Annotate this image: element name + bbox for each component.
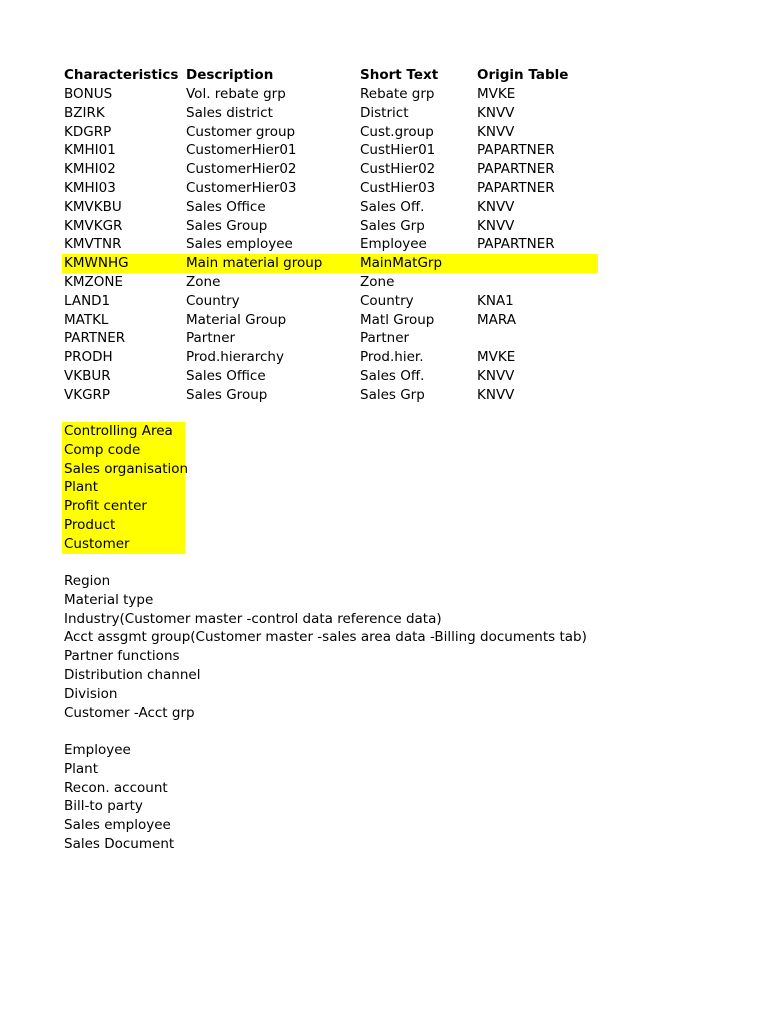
table-row [62,179,598,198]
list-item[interactable]: Employee [64,742,131,758]
cell-short-text[interactable]: Country [360,292,414,309]
cell-description[interactable]: Sales district [186,104,273,121]
table-row [62,123,598,142]
cell-characteristic[interactable]: KMHI03 [64,180,116,196]
header-short-text[interactable]: Short Text [360,67,439,83]
header-description[interactable]: Description [186,67,274,83]
table-row [62,160,598,179]
cell-characteristic[interactable]: VKGRP [64,386,111,403]
cell-short-text[interactable]: Sales Grp [360,217,425,234]
cell-description[interactable]: Partner [186,330,236,347]
cell-characteristic[interactable]: KMVTNR [64,236,122,253]
table-row [62,273,598,292]
cell-origin-table[interactable]: MARA [477,311,516,328]
cell-characteristic[interactable]: KMHI02 [64,161,116,178]
cell-description[interactable]: Main material group [186,255,323,272]
cell-characteristic[interactable]: PARTNER [64,330,126,347]
cell-characteristic[interactable]: LAND1 [64,292,111,309]
cell-short-text[interactable]: Zone [360,274,395,290]
cell-origin-table[interactable]: KNVV [477,217,515,234]
table-row [62,386,598,405]
table-row [62,311,598,330]
cell-description[interactable]: Sales Group [186,217,268,234]
cell-origin-table[interactable]: KNVV [477,123,515,140]
list-item[interactable]: Sales organisation [64,460,189,477]
list-item[interactable]: Customer -Acct grp [64,704,195,721]
cell-short-text[interactable]: Rebate grp [360,86,435,102]
list-item[interactable]: Controlling Area [62,422,185,441]
cell-origin-table[interactable]: KNVV [477,198,515,215]
header-origin-table[interactable]: Origin Table [477,67,569,83]
cell-characteristic[interactable]: KMVKBU [64,198,122,215]
list-item[interactable]: Material type [64,591,154,608]
table-row [62,292,598,311]
table-row [62,104,598,123]
cell-short-text[interactable]: Employee [360,236,427,253]
cell-description[interactable]: Customer group [186,123,296,140]
cell-origin-table[interactable]: PAPARTNER [477,236,555,253]
list-item[interactable]: Division [64,685,118,702]
list-item[interactable]: Sales employee [64,817,171,834]
cell-description[interactable]: Sales Group [186,386,268,403]
cell-short-text[interactable]: CustHier03 [360,180,436,196]
cell-characteristic[interactable]: KDGRP [64,123,112,140]
list-item[interactable]: Recon. account [64,779,168,796]
cell-origin-table[interactable]: KNA1 [477,292,514,309]
list-item[interactable]: Product [62,516,185,535]
list-item[interactable]: Sales Document [64,836,175,852]
cell-description[interactable]: Sales employee [186,236,293,253]
cell-description[interactable]: CustomerHier02 [186,161,297,178]
cell-short-text[interactable]: Partner [360,330,410,347]
cell-short-text[interactable]: Sales Off. [360,368,425,384]
table-row [62,367,598,386]
cell-description[interactable]: Sales Office [186,368,266,384]
cell-description[interactable]: CustomerHier01 [186,142,297,159]
cell-characteristic[interactable]: PRODH [64,349,113,366]
cell-characteristic[interactable]: KMVKGR [64,217,123,234]
list-item[interactable]: Partner functions [64,648,180,665]
cell-characteristic[interactable]: MATKL [64,311,109,328]
cell-origin-table[interactable]: KNVV [477,368,515,384]
cell-description[interactable]: CustomerHier03 [186,180,297,196]
header-characteristics[interactable]: Characteristics [64,67,179,83]
cell-description[interactable]: Zone [186,274,221,290]
cell-short-text[interactable]: District [360,104,409,121]
cell-origin-table[interactable]: PAPARTNER [477,161,555,178]
list-item[interactable]: Acct assgmt group(Customer master -sales area data -Billing documents tab) [64,629,587,646]
cell-description[interactable]: Material Group [186,311,287,328]
table-row [62,235,598,254]
cell-description[interactable]: Country [186,292,240,309]
cell-origin-table[interactable]: MVKE [477,349,516,366]
cell-short-text[interactable]: MainMatGrp [360,255,443,272]
table-row [62,348,598,367]
cell-origin-table[interactable]: PAPARTNER [477,180,555,196]
list-item[interactable]: Bill-to party [64,798,143,815]
cell-origin-table[interactable]: KNVV [477,386,515,403]
table-row [62,217,598,236]
cell-short-text[interactable]: Sales Grp [360,386,425,403]
table-row [62,198,598,217]
list-item[interactable]: Industry(Customer master -control data reference data) [64,610,442,627]
cell-characteristic[interactable]: KMZONE [64,274,124,290]
cell-short-text[interactable]: CustHier01 [360,142,436,159]
cell-characteristic[interactable]: BZIRK [64,104,105,121]
cell-characteristic[interactable]: VKBUR [64,368,111,384]
cell-description[interactable]: Vol. rebate grp [186,86,286,102]
cell-short-text[interactable]: Sales Off. [360,198,425,215]
cell-characteristic[interactable]: BONUS [64,86,113,102]
table-header-row [62,66,598,85]
cell-short-text[interactable]: CustHier02 [360,161,436,178]
table-row [62,85,598,104]
list-item[interactable]: Comp code [62,441,185,460]
cell-characteristic[interactable]: KMHI01 [64,142,116,159]
cell-origin-table[interactable]: MVKE [477,86,516,102]
cell-short-text[interactable]: Prod.hier. [360,349,424,366]
cell-origin-table[interactable]: KNVV [477,104,515,121]
list-item[interactable]: Region [64,573,111,589]
list-item[interactable]: Plant [64,760,99,777]
cell-short-text[interactable]: Matl Group [360,311,435,328]
list-item[interactable]: Customer [62,535,185,554]
cell-short-text[interactable]: Cust.group [360,123,434,140]
cell-description[interactable]: Sales Office [186,198,266,215]
table-row [62,329,598,348]
cell-characteristic[interactable]: KMWNHG [64,255,129,272]
table-row [62,141,598,160]
list-item[interactable]: Distribution channel [64,667,201,683]
cell-description[interactable]: Prod.hierarchy [186,349,284,366]
list-item[interactable]: Profit center [62,497,185,516]
list-item[interactable]: Plant [62,478,185,497]
cell-origin-table[interactable]: PAPARTNER [477,142,555,159]
table-row [62,254,598,273]
